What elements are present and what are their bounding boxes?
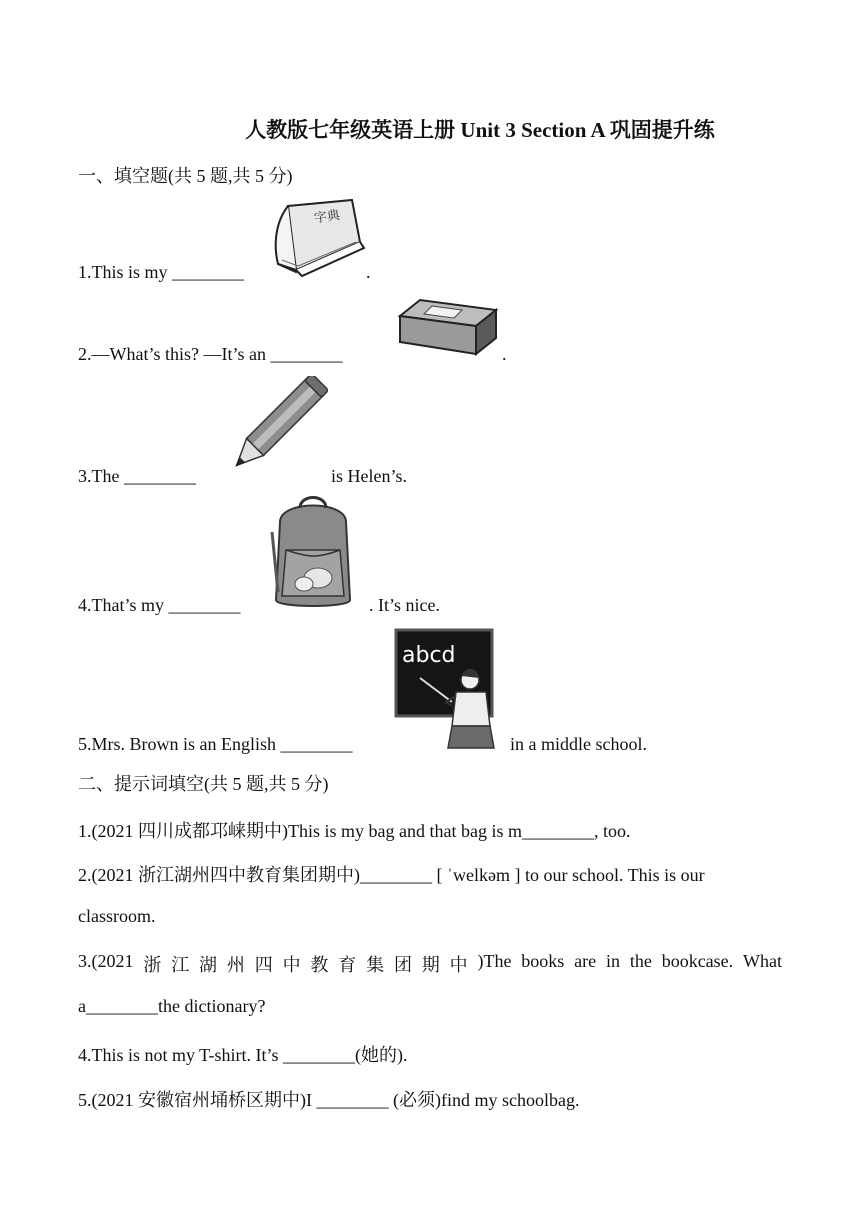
q2-end: .: [502, 344, 507, 364]
s2-q3-word: 集: [366, 955, 385, 975]
s2-q2-line1: 2.(2021 浙江湖州四中教育集团期中)________ [ ˈwelkəm ] to our school. This is our: [78, 865, 705, 885]
s2-q3-word: books: [521, 951, 565, 971]
section2-heading: 二、提示词填空(共 5 题,共 5 分): [78, 774, 329, 794]
s2-q3-word: in: [605, 951, 620, 971]
s2-q4: 4.This is not my T-shirt. It’s ________(她的).: [78, 1045, 408, 1065]
board-text: abcd: [402, 643, 456, 668]
q1-text: 1.This is my ________: [78, 262, 245, 282]
s2-q2-line2: classroom.: [78, 906, 156, 926]
s2-q3-word: 州: [226, 955, 245, 975]
q3-end: is Helen’s.: [331, 466, 407, 486]
section1-heading: 一、填空题(共 5 题,共 5 分): [78, 166, 293, 186]
s2-q3-word: 育: [338, 955, 357, 975]
schoolbag-image: [260, 492, 366, 612]
q4-end: . It’s nice.: [369, 595, 440, 615]
s2-q3-word: 中: [282, 955, 301, 975]
s2-q3-word: What: [743, 951, 782, 971]
s2-q3-word: )The: [477, 951, 512, 971]
q2-text: 2.—What’s this? —It’s an ________: [78, 344, 343, 364]
s2-q3-word: 湖: [199, 955, 218, 975]
dictionary-label: 字典: [313, 208, 341, 227]
s2-q3-line1: [78, 951, 782, 977]
pencil-image: [216, 376, 328, 484]
s2-q3-word: the: [629, 951, 652, 971]
s2-q3-word: 期: [421, 955, 440, 975]
q3-text: 3.The ________: [78, 466, 196, 486]
s2-q3-word: bookcase.: [661, 951, 734, 971]
s2-q3-word: 四: [254, 955, 273, 975]
q4-text: 4.That’s my ________: [78, 595, 241, 615]
s2-q3-word: 团: [393, 955, 412, 975]
s2-q3-word: 浙: [143, 955, 162, 975]
q5-end: in a middle school.: [510, 734, 647, 754]
dictionary-image: [266, 194, 366, 278]
q5-text: 5.Mrs. Brown is an English ________: [78, 734, 353, 754]
s2-q3-word: 江: [171, 955, 190, 975]
s2-q3-word: 教: [310, 955, 329, 975]
eraser-image: [392, 292, 502, 362]
s2-q3-word: 3.(2021: [78, 951, 134, 971]
s2-q1: 1.(2021 四川成都邛崃期中)This is my bag and that bag is m________, too.: [78, 821, 631, 841]
page-title: 人教版七年级英语上册 Unit 3 Section A 巩固提升练: [245, 118, 715, 142]
s2-q3-word: are: [574, 951, 597, 971]
s2-q3-word: 中: [449, 955, 468, 975]
teacher-image: [390, 626, 502, 750]
s2-q5: 5.(2021 安徽宿州埇桥区期中)I ________ (必须)find my schoolbag.: [78, 1090, 580, 1110]
q1-end: .: [366, 262, 371, 282]
s2-q3-line2: a________the dictionary?: [78, 996, 266, 1016]
